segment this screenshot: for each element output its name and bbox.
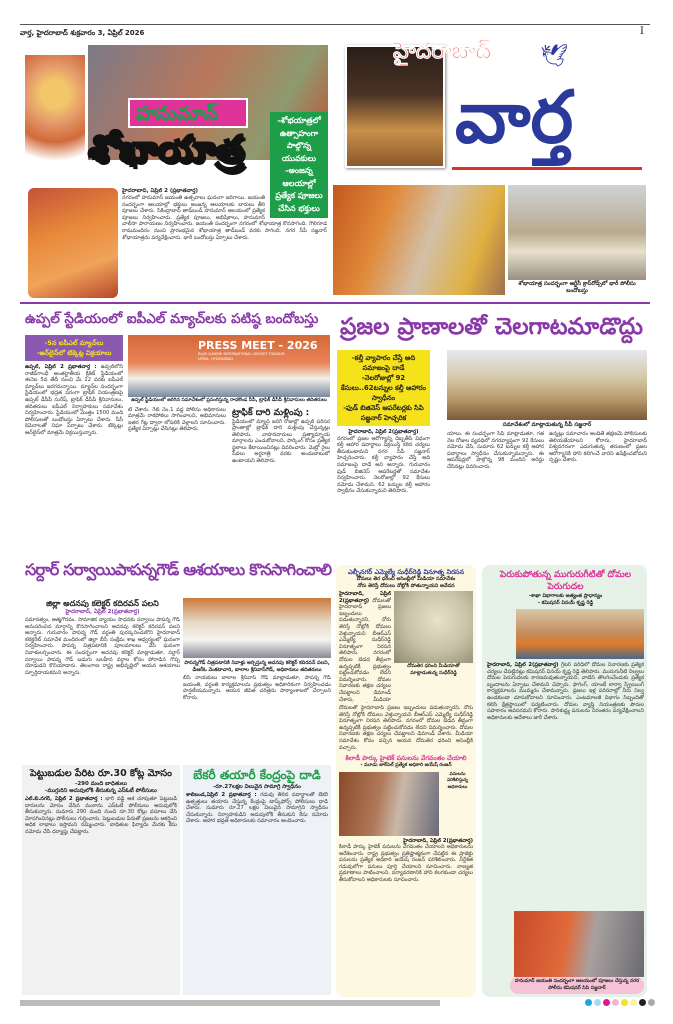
bakery-dateline: శాలిబండ,ఏప్రిల్ 2 ప్రభాతవార్త :: [186, 792, 257, 798]
sudheer-sub-1: దోమలు తెర ధరించి అసెంబ్లీలో మీడియా సమావేశం: [356, 576, 456, 582]
uppal-body-1: [25, 364, 123, 541]
food-highlight: -కల్తీ వ్యాపారం చేస్తే అది సమాజంపై దాడే: [351, 354, 416, 372]
dove-logo-icon: 🕊: [540, 44, 568, 69]
cp-meeting-caption: సమావేశంలో మాట్లాడుతున్న సీపీ సజ్జనార్: [502, 422, 592, 428]
food-text: నగరంలో ప్రజల ఆరోగ్యాన్ని దెబ్బతీసే విధంగా కల్తీ ఆహార పదార్థాలు విక్రయిస్తే కఠిన చర్యలు తీసుకుంటామని నగర సీపీ సజ్జనార్ హెచ్చరించారు. కల్తీ వ్యాపారం చేస్తే అది సమాజంపై దాడే అని అన్నారు. గురువారం ఫుడ్ బిజినెస్ ఆపరేటర్లతో సమావేశం నిర్వహించారు. నెలరోజుల్లో 92 కేసులు నమోదు చేశామని, 62 టన్నుల కల్తీ ఆహారం స్వాధీనం చేసుకున్నామని తెలిపారు.: [337, 435, 430, 495]
press-meet-photo: [128, 335, 330, 397]
fraud-dateline: ఎల్.బి.నగర్, ఏప్రిల్ 2 ప్రభాతవార్త :: [25, 796, 103, 802]
food-left-column: [337, 350, 430, 541]
park-dateline: హైదరాబాద్, ఏప్రిల్ 2(ప్రభాతవార్త): [403, 837, 473, 844]
park-photo-side: పనులను పరిశీలిస్తున్న అధికారులు: [447, 771, 468, 790]
fraud-box: [22, 765, 180, 995]
kids-costume-photo: [28, 188, 118, 298]
police-photo-caption: శోభాయాత్ర సందర్భంగా ఆర్టీసీ క్రాస్‌రోడ్స్‌లో భారీ పోలీసు బందోబస్తు: [518, 281, 636, 294]
cp-temple-caption: హనుమాన్ జయంతి సందర్భంగా ఆలయంలో పూజలు చేస్తున్న నగర పోలీసు కమిషనర్ సిపి సజ్జనార్: [510, 977, 644, 994]
food-highlight: -నెలరోజుల్లో 92 కేసులు..62టన్నుల కల్తీ ఆహారం స్వాధీనం: [341, 374, 426, 402]
sudheer-text: దోమలతో హైదరాబాద్ ప్రజలు ఇబ్బందులు పడుతున్నారని, నోరు తెరిస్తే నోట్లోకి దోమలు వెళ్తున్నాయని బీఆర్ఎస్ ఎమ్మెల్యే సుధీర్‌రెడ్డి వినూత్నంగా నిరసన తెలిపారు. నగరంలో దోమల బెడద తీవ్రంగా ఉన్నప్పటికీ ప్రభుత్వం పట్టించుకోవడం లేదని విమర్శించారు. దోమల నివారణకు తక్షణ చర్యలు చేపట్టాలని డిమాండ్ చేశారు. మీడియా: [339, 597, 391, 703]
papanna-caption: పాపన్నగౌడ్ చిత్రపటానికి నివాళ్లు అర్పిస్తున్న అదనపు కలెక్టర్ కదిరవన్ పలని, డీఆర్ఓ వెంకటాచారి, బాలాల శ్రీనివాస్‌గౌడ్, అధికారులు తదితరులు: [184, 660, 330, 673]
mosquito-net-protest-photo: [394, 591, 473, 663]
food-dateline: హైదరాబాద్, ఏప్రిల్ 2(ప్రభాతవార్త): [348, 429, 419, 435]
page-header: [20, 24, 650, 25]
park-sub: - మూడు జాక్‌సెల్ ప్రత్యేక అధికారి జయేష్ రంజన్: [360, 763, 452, 768]
uppal-headline: ఉప్పల్ స్టేడియంలో ఐపీఎల్ మ్యాచ్‌లకు పటిష్ఠ బందోబస్తు: [25, 311, 319, 327]
press-meet-banner-sub: RAJIV GANDHI INTERNATIONAL CRICKET STADIUM UPPAL, HYDERABAD: [198, 352, 285, 361]
sardar-body-2: బీసీ నాయకులు బాలాల శ్రీనివాస్ గౌడ్ మాట్లాడుతూ, పాపన్న గౌడ్ జయంతి, వర్ధంతి కార్యక్రమాలను ప్రభుత్వం అధికారికంగా నిర్వహించడం హర్షణీయమన్నారు. ఆయన జీవిత చరిత్రను పాఠ్యాంశాలలో చేర్చాలని కోరారు.: [183, 675, 331, 701]
fraud-sub-2: -ముగ్గురిని అదుపులోకి తీసుకున్న ఎస్ఓటీ పోలీసులు: [45, 788, 157, 794]
food-right-column: [447, 350, 647, 541]
mosquito-text: గ్రేటర్ పరిధిలో దోమల నివారణకు ప్రత్యేక చర్యలు చేపట్టినట్లు కమిషనర్ వినయ్ కృష్ణ రెడ్డి తెలిపారు. మురుగునీటి నిల్వలు దోమల పెరుగుదలకు కారణమవుతున్నాయని, వాటిని తొలగించేందుకు ప్రత్యేక బృందాలను ఏర్పాటు చేశామని చెప్పారు. ఫాగింగ్, యాంటీ లార్వా స్ప్రేయింగ్ కార్యక్రమాలను ముమ్మరం చేశామన్నారు. ప్రజలు ఇళ్ల పరిసరాల్లో నీరు నిల్వ ఉండకుండా చూసుకోవాలని సూచించారు. ఎంటమాలజీ విభాగం సిబ్బందితో కలిసి క్షేత్రస్థాయిలో పర్యటించారు. దోమల వ్యాప్తి నియంత్రణకు పౌరుల సహకారం అవసరమని కోరారు. పారిశుద్ధ్య పనులను నిరంతరం పర్యవేక్షించాలని అధికారులకు ఆదేశాలు జారీ చేశారు.: [487, 662, 644, 721]
food-highlight: -ఫుడ్ బిజినెస్ ఆపరేటర్లకు సిపి సజ్జనార్ హెచ్చరిక: [343, 404, 424, 422]
press-meet-banner: PRESS MEET - 2026: [198, 339, 318, 352]
uppal-body-3: స్టేడియంలో మ్యాచ్ జరిగే రోజుల్లో ఉప్పల్ పరిసర ప్రాంతాల్లో ట్రాఫిక్ దారి మళ్లింపు చేస్తున్నట్లు తెలిపారు. వాహనదారులు ప్రత్యామ్నాయ మార్గాలను ఎంచుకోవాలని, పార్కింగ్ కోసం ప్రత్యేక స్థలాలు కేటాయించినట్లు వివరించారు. మెట్రో రైలు సేవలు అర్ధరాత్రి వరకు అందుబాటులో ఉంటాయని తెలిపారు.: [232, 418, 330, 465]
masthead-city: హైదరాబాద్: [393, 39, 491, 64]
lead-title: [88, 98, 266, 172]
sudheer-sub-2: నోరు తెరిస్తే దోమలు నోట్లోకి పోతున్నాయని ఆవేదన: [357, 582, 455, 589]
mosquito-body: [487, 662, 644, 908]
hanuman-idol-image: [25, 55, 85, 185]
uppal-highlight: -5న ఐపీఎల్ మ్యాచ్‌లు: [44, 339, 104, 347]
sudheer-caption: దోమతెర ధరించి మీడియాతో మాట్లాడుతున్న సుధీర్‌రెడ్డి: [407, 664, 460, 676]
food-lower-row: [447, 431, 647, 541]
uppal-traffic-column: [232, 407, 330, 542]
lead-highlight: -శోభయాత్రలో ఉత్సాహంగా పాల్గొన్న యువకులు: [277, 116, 321, 163]
bakery-text: గడువు తీరిన పదార్థాలతో బేకరీ ఉత్పత్తులు తయారు చేస్తున్న కేంద్రంపై టాస్క్‌ఫోర్స్ పోలీసులు దాడి చేశారు. సుమారు రూ.27 లక్షల విలువైన సామాగ్రిని స్వాధీనం చేసుకున్నారు. నిర్వాహకుడిని అదుపులోకి తీసుకుని కేసు నమోదు చేశారు. ఆహార భద్రత అధికారులకు సమాచారం అందించారు.: [186, 792, 328, 825]
food-body-1: [337, 429, 430, 541]
section-divider: [20, 302, 650, 304]
lead-body-text: నగరంలో హనుమాన్ జయంతి ఉత్సవాలు ఘనంగా జరిగాయి. జయంతి సందర్భంగా ఆలయాల్లో భక్తులు అంజన్న ఆలయాలకు బారులు తీరి పూజలు చేశారు. సికింద్రాబాద్ తాడ్‌బండ్ హనుమాన్ ఆలయంలో ప్రత్యేక పూజలు నిర్వహించారు. ప్రత్యేక పూజలు, అభిషేకాలు, హనుమాన్ చాలీసా పారాయణం నిర్వహించారు. జయంతి సందర్భంగా నగరంలో శోభాయాత్ర కొనసాగింది. గౌలిగూడ రామమందిరం నుంచి ప్రారంభమైన శోభాయాత్ర తాడ్‌బండ్ వరకు సాగింది. నగర సీపీ సజ్జనార్ శోభాయాత్రను పర్యవేక్షించారు. భారీ బందోబస్తు ఏర్పాటు చేశారు.: [122, 195, 327, 241]
color-registration-marks: [585, 999, 655, 1006]
food-body-2: యాలు. ఈ సందర్భంగా సీపీ మాట్లాడుతూ, గత నెల రోజుల వ్యవధిలో నగరవ్యాప్తంగా 92 కేసులు నమోదు చేసి, సుమారు 62 టన్నుల కల్తీ ఆహార పదార్థాలు స్వాధీనం చేసుకున్నామన్నారు. ఈ ఆపరేషన్లలో పాల్గొన్న 98 మందిని అరెస్టు చేసినట్లు వివరించారు.: [447, 431, 544, 470]
uppal-text: ఉప్పల్‌లోని రాజీవ్‌గాంధీ అంతర్జాతీయ క్రికెట్ స్టేడియంలో ఈనెల 5వ తేదీ నుంచి మే 22 వరకు ఐపీఎల్ మ్యాచ్‌లు జరగనున్నాయి. మ్యాచ్‌ల సందర్భంగా స్టేడియంలో భద్రత పరంగా ట్రాఫిక్ నియంత్రణపై ఉప్పల్ డీసీపీ సురేష్, ట్రాఫిక్ డీసీపీ శ్రీనివాసులు, తదితరులు ఐపీఎల్ నిర్వాహకులు సమావేశం నిర్వహించారు. స్టేడియంలో మొత్తం 1500 మంది పోలీసులతో బందోబస్తు ఏర్పాటు చేశారు. సీసీ కెమెరాలతో నిఘా ఏర్పాటు చేశారు. టిక్కెట్లు ఆన్‌లైన్‌లో మాత్రమే విక్రయిస్తున్నారు.: [25, 364, 123, 436]
sardar-left-column: [25, 598, 180, 754]
fraud-sub-1: -290 మంది బాధితులు: [75, 781, 127, 787]
lead-title-top: హనుమాన్: [128, 98, 248, 128]
police-bandobast-photo: [508, 185, 646, 280]
masthead-rule: [452, 167, 642, 170]
mosquito-box: [482, 565, 647, 997]
lead-title-main: శోభాయాత్ర: [88, 129, 244, 170]
lead-float-spacer: [265, 188, 327, 221]
sardar-headline: సర్దార్ సర్వాయిపాపన్నగౌడ్ ఆశయాలు కొనసాగించాలి: [25, 560, 332, 579]
mosquito-sub-2: - కమిషనర్ వినయ్ కృష్ణ రెడ్డి: [537, 599, 594, 606]
commissioner-field-photo: [516, 609, 644, 659]
lead-body: [122, 188, 327, 299]
lead-text-block: [122, 188, 327, 299]
uppal-highlights: [25, 335, 123, 361]
masthead-name: వార్త: [455, 75, 574, 159]
sardar-dateline: హైదరాబాద్, ఏప్రిల్ 2(ప్రభాతవార్త): [65, 609, 140, 615]
park-headline: కిలాడీ పార్కు హైటెక్ పనులను వేగవంతం చేయాలి: [345, 755, 467, 762]
bakery-headline: బేకరీ తయారీ కేంద్రంపై దాడి: [193, 768, 321, 782]
food-body-3: ఉన్నట్లు సమాచారం అందితే తక్షణమే పోలీసులకు తెలియజేయాలని కోరారు. హైదరాబాద్ విశ్వనగరంగా ఎదుగుతున్న తరుణంలో ప్రజల ఆరోగ్యానికి హాని కలిగించే వారిని ఉపేక్షించబోమని స్పష్టం చేశారు.: [549, 431, 647, 464]
bakery-sub: -రూ.27లక్షల విలువైన సామాగ్రి స్వాధీనం: [213, 784, 301, 790]
header-dateline: వార్త, హైదరాబాద్ శుక్రవారం 3, ఏప్రిల్ 2026: [20, 29, 145, 37]
fraud-headline: పెట్టుబడుల పేరిట రూ.30 కోట్ల మోసం: [30, 768, 172, 779]
sudheer-photo-column: [394, 591, 473, 703]
papanna-tribute-photo: [183, 598, 331, 658]
fraud-text: భారీ వడ్డీ ఆశ చూపుతూ పెట్టుబడి దారులను మోసం చేసిన ముఠాను ఎస్ఓటీ పోలీసులు అదుపులోకి తీసుకున్నారు. సుమారు 290 మంది నుంచి రూ.30 కోట్లు వసూలు చేసి మోసగించినట్లు పోలీసులు గుర్తించారు. పెట్టుబడుల పేరుతో ప్రజలను ఆకర్షించి అధిక లాభాలు ఇస్తామని నమ్మించారు. బాధితుల ఫిర్యాదు మేరకు కేసు నమోదు చేసి దర్యాప్తు చేపట్టారు.: [25, 796, 177, 835]
mosquito-sub-1: -శాఖా విభాగాలకు అత్యంత ప్రాధాన్యం: [528, 593, 603, 599]
sudheer-body-2-cont: దోమలతో హైదరాబాద్ ప్రజలు ఇబ్బందులు పడుతున్నారని, నోరు తెరిస్తే నోట్లోకి దోమలు వెళ్తున్నాయని బీఆర్ఎస్ ఎమ్మెల్యే సుధీర్‌రెడ్డి వినూత్నంగా నిరసన తెలిపారు. నగరంలో దోమల బెడద తీవ్రంగా ఉన్నప్పటికీ ప్రభుత్వం పట్టించుకోవడం లేదని విమర్శించారు. దోమల నివారణకు తక్షణ చర్యలు చేపట్టాలని డిమాండ్ చేశారు. మీడియా సమావేశం కోసం వచ్చిన ఆయన దోమతెర ధరించి అసెంబ్లీకి వచ్చారు.: [339, 705, 473, 751]
uppal-lower-row: [128, 407, 330, 542]
sudheer-body: [339, 591, 391, 703]
conch-blowing-photo: [333, 185, 505, 295]
park-body: [339, 838, 473, 995]
sudheer-headline: ఎల్బీనగర్ ఎమ్మెల్యే సుధీర్‌రెడ్డి వినూత్న నిరసన: [347, 568, 465, 576]
food-headline: ప్రజల ప్రాణాలతో చెలగాటమాడొద్దు: [340, 314, 643, 340]
lead-highlight: -అంజన్న ఆలయాల్లో ప్రత్యేక పూజలు చేసిన భక్తులు: [275, 166, 323, 213]
page-number: I: [640, 26, 644, 37]
mosquito-headline: పెరుకుపోతున్న ముగురుగీటితో దోమల పెరుగుదల: [499, 570, 632, 592]
fraud-body: [25, 796, 177, 993]
sudheer-main-row: [339, 591, 473, 703]
uppal-right-column: [128, 335, 330, 541]
park-photo-row: [339, 772, 473, 836]
sudheer-box: [336, 565, 476, 997]
sudheer-dateline: హైదరాబాద్, ఏప్రిల్ 2(ప్రభాతవార్త): [339, 591, 391, 604]
uppal-left-column: [25, 335, 123, 541]
sardar-right-column: [183, 598, 331, 754]
mosquito-dateline: హైదరాబాద్, ఏప్రిల్ 2(ప్రభాతవార్త): [487, 662, 559, 668]
food-highlights: [337, 350, 430, 426]
cp-temple-puja-photo: [514, 911, 644, 977]
footer-bar: [20, 1000, 440, 1006]
press-meet-caption: ఉప్పల్ స్టేడియంలో జరిగిన సమావేశంలో ప్రసంగిస్తున్న రాచకొండ సీపీ, ట్రాఫిక్ డీసీపీ శ్రీనివాసులు తదితరులు: [131, 398, 327, 403]
bakery-box: [183, 765, 331, 995]
cp-meeting-photo: [447, 350, 647, 420]
sardar-subhead: జిల్లా అదనపు కలెక్టర్ కదిరవన్ పలని: [46, 599, 159, 608]
bakery-body: [186, 792, 328, 993]
uppal-highlight: -ఆన్‌లైన్‌లో టిక్కెట్ల విక్రయాలు: [36, 349, 112, 357]
traffic-subhead: ట్రాఫిక్ దారి మళ్లింపు :: [232, 407, 310, 418]
sardar-body: సమానత్వం, ఆత్మగౌరవం, సామాజిక న్యాయం సాధనకు సర్వాయి పాపన్న గౌడ్ అనుసరించిన మార్గాన్ని కొనసాగించాలని అదనపు కలెక్టర్ కదిరవన్ పలని అన్నారు. గురువారం పాపన్న గౌడ్ వర్ధంతి పురస్కరించుకొని హైదరాబాద్ కలెక్టరేట్ సమావేశ మందిరంలో జిల్లా బీసీ సంక్షేమ శాఖ ఆధ్వర్యంలో ఘనంగా నిర్వహించారు. పాపన్న చిత్రపటానికి పూలమాలలు వేసి ఘనంగా నివాళులర్పించారు. ఈ సందర్భంగా అదనపు కలెక్టర్ మాట్లాడుతూ, సర్దార్ సర్వాయి పాపన్న గౌడ్ బడుగు బలహీన వర్గాల కోసం పోరాడిన గొప్ప యోధుడని కొనియాడారు. తెలంగాణ రాష్ట్ర అభివృద్ధిలో ఆయన ఆశయాలు స్ఫూర్తిదాయకమని అన్నారు.: [25, 617, 180, 676]
park-inspection-photo: [339, 772, 439, 836]
uppal-dateline: ఉప్పల్, ఏప్రిల్ 2 ప్రభాతవార్త :: [25, 364, 97, 370]
park-text: కిలాడీ పార్కు హైటెక్ పనులను వేగవంతం చేయాలని అధికారులను ఆదేశించారు. రాష్ట్ర ప్రభుత్వం ప్రతిష్టాత్మకంగా చేపట్టిన ఈ ప్రాజెక్టు పనులను ప్రత్యేక అధికారి జయేష్ రంజన్ పరిశీలించారు. నిర్దేశిత గడువులోగా పనులు పూర్తి చేయాలని సూచించారు. నాణ్యత ప్రమాణాలు పాటించాలని, పర్యావరణానికి హాని కలగకుండా చర్యలు తీసుకోవాలని అధికారులకు సూచించారు.: [339, 844, 473, 884]
uppal-body-2: టీ చేశారు. గేట్ నెం.1 వద్ద పోలీసు అధికారులు మాత్రమే రాకపోకలు సాగించాలని, అభిమానులు ఇతర గేట్ల ద్వారా లోపలికి వెళ్లాలని సూచించారు. ప్రత్యేక ఏర్పాట్లు చేసినట్లు తెలిపారు.: [128, 406, 226, 433]
lead-dateline: హైదరాబాద్, ఏప్రిల్ 2 (ప్రభాతవార్త): [122, 188, 199, 194]
